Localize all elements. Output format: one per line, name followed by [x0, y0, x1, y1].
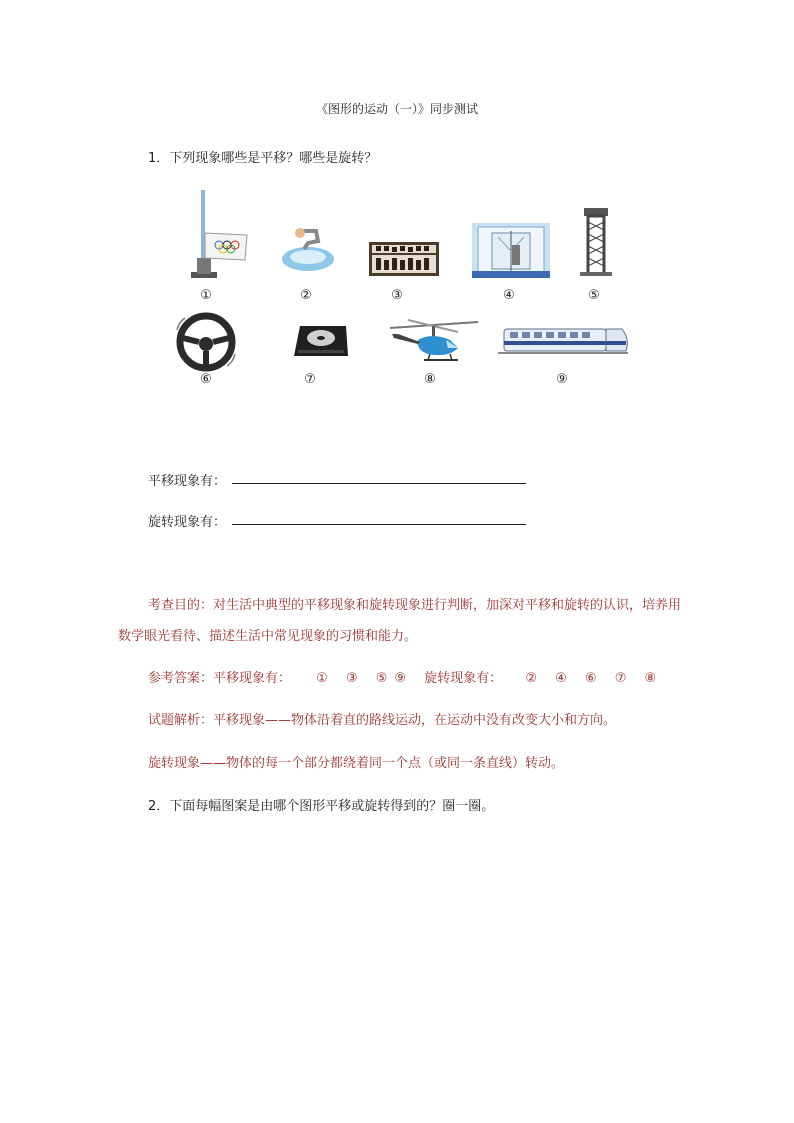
item-number-7: ⑦: [304, 372, 316, 387]
item-number-9: ⑨: [556, 372, 568, 387]
train-icon: [498, 323, 630, 357]
item-number-5: ⑤: [588, 288, 600, 303]
flag-raising-icon: [185, 188, 255, 280]
item-number-1: ①: [200, 288, 212, 303]
rotation-label: 旋转现象有：: [148, 515, 227, 530]
rotation-answer-line[interactable]: [232, 524, 526, 525]
translation-answer-line[interactable]: [232, 483, 526, 484]
answer-translation-2: ③: [345, 671, 358, 686]
answer-translation-3: ⑤: [375, 671, 388, 686]
explanation-rotation: 旋转现象——物体的每一个部分都绕着同一个点（或同一条直线）转动。: [148, 756, 565, 771]
page-title: 《图形的运动（一）》同步测试: [315, 102, 478, 116]
steering-wheel-icon: [175, 312, 239, 372]
answer-prefix: 参考答案：平移现象有：: [148, 671, 292, 686]
answer-rotation-2: ④: [555, 671, 567, 686]
item-number-8: ⑧: [424, 372, 436, 387]
faucet-sink-icon: [278, 225, 338, 275]
helicopter-icon: [388, 318, 480, 366]
disc-player-icon: [292, 322, 350, 360]
answer-rotation-4: ⑦: [614, 671, 627, 686]
answer-translation-1: ①: [316, 671, 328, 686]
answer-translation-4: ⑨: [394, 671, 407, 686]
revolving-door-icon: [472, 223, 550, 278]
tower-elevator-icon: [578, 206, 614, 278]
reference-answer: [148, 667, 663, 686]
answer-rotation-5: ⑧: [644, 671, 657, 686]
answer-rotation-1: ②: [525, 671, 538, 686]
translation-label: 平移现象有：: [148, 474, 227, 489]
explanation-translation: 试题解析：平移现象——物体沿着直的路线运动，在运动中没有改变大小和方向。: [148, 713, 617, 728]
item-number-4: ④: [503, 288, 515, 303]
item-number-6: ⑥: [200, 372, 212, 387]
item-number-3: ③: [391, 288, 403, 303]
answer-rotation-3: ⑥: [584, 671, 597, 686]
purpose-paragraph: 考查目的：对生活中典型的平移现象和旋转现象进行判断，加深对平移和旋转的认识，培养用数学眼光看待、描述生活中常见现象的习惯和能力。: [118, 598, 682, 644]
item-number-2: ②: [300, 288, 312, 303]
question-2: 2．下面每幅图案是由哪个图形平移或旋转得到的？圈一圈。: [148, 799, 495, 814]
answer-rotation-label: 旋转现象有：: [424, 671, 503, 686]
abacus-icon: [368, 240, 440, 278]
question-1: 1．下列现象哪些是平移？哪些是旋转？: [148, 151, 378, 166]
